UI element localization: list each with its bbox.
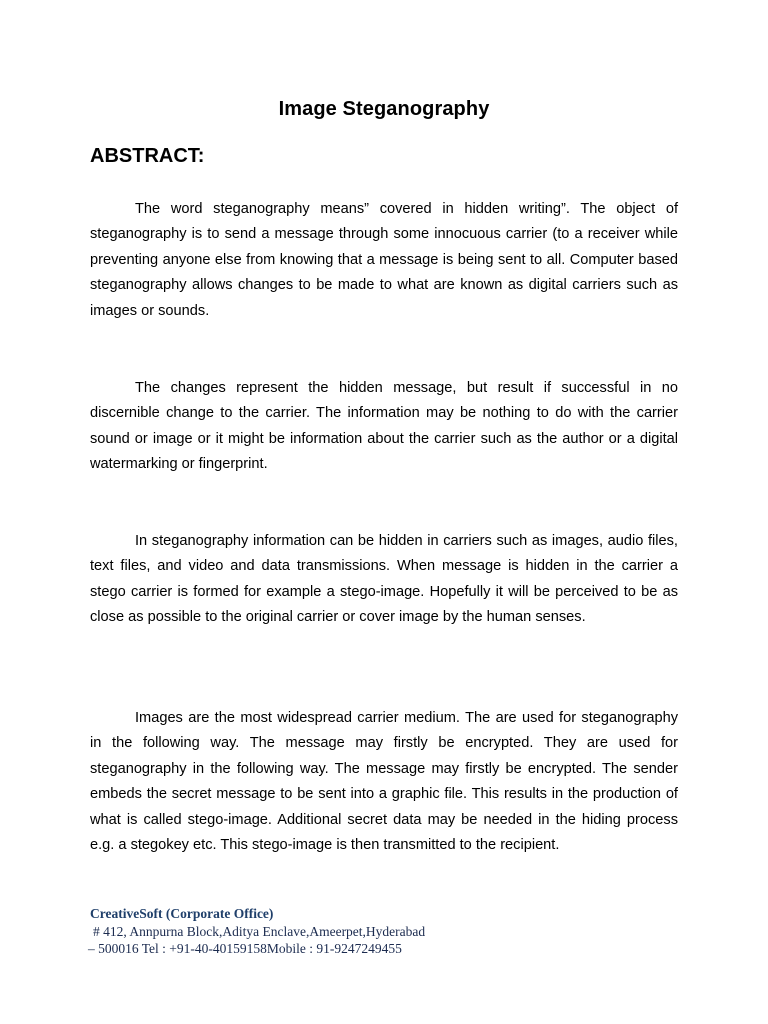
footer-address: # 412, Annpurna Block,Aditya Enclave,Ameerpet,Hyderabad bbox=[93, 923, 426, 939]
paragraph-3: In steganography information can be hidden in carriers such as images, audio files, text files, and video and data transmissions. When message is hidden in the carrier a stego carrier is formed for example a stego-image. Hopefully it will be perceived to be as close as possible to the original carrier or cover image by the human senses. bbox=[90, 532, 678, 626]
footer bbox=[90, 905, 510, 958]
paragraph-4: Images are the most widespread carrier medium. The are used for steganography in the following way. The message may firstly be encrypted. They are used for steganography in the following way. The message may firstly be encrypted. The sender embeds the secret message to be sent into a graphic file. This results in the production of what is called stego-image. Additional secret data may be needed in the hiding process e.g. a stegokey etc. This stego-image is then transmitted to the recipient. bbox=[90, 709, 678, 854]
abstract-heading: ABSTRACT: bbox=[90, 145, 205, 167]
paragraph-1: The word steganography means” covered in hidden writing”. The object of steganography is to send a message through some innocuous carrier (to a receiver while preventing anyone else from knowing that a message is being sent to all. Computer based steganography allows changes to be made to what are known as digital carriers such as images or sounds. bbox=[90, 200, 678, 319]
paragraph-2: The changes represent the hidden message, but result if successful in no discernible change to the carrier. The information may be nothing to do with the carrier sound or image or it might be information about the carrier such as the author or a digital watermarking or fingerprint. bbox=[90, 379, 678, 473]
footer-company: CreativeSoft (Corporate Office) bbox=[90, 906, 274, 921]
footer-contact: – 500016 Tel : +91-40-40159158Mobile : 91-9247249455 bbox=[88, 941, 402, 956]
document-title: Image Steganography bbox=[278, 98, 490, 120]
